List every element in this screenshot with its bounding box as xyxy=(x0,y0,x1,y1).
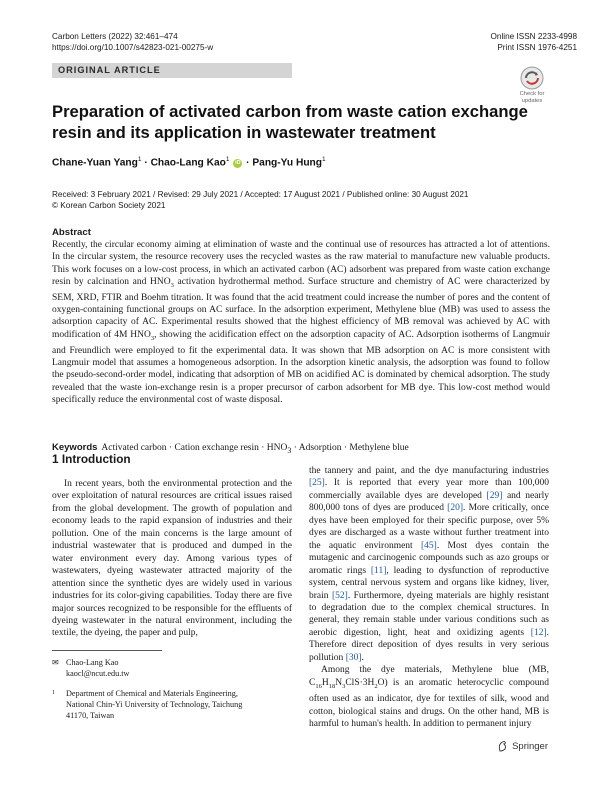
envelope-icon: ✉ xyxy=(52,658,59,667)
doi-link[interactable]: https://doi.org/10.1007/s42823-021-00275-w xyxy=(52,43,214,52)
citation-link[interactable]: [12] xyxy=(530,627,547,638)
author-affiliation-mark: 1 xyxy=(137,156,142,163)
citation-link[interactable]: [52] xyxy=(331,590,348,601)
abstract-text: Recently, the circular economy aiming at elimination of waste and the continual use of resources has attracted a lot of attentions. In the circular system, the resource recovery uses the recycled wastes as the raw material to manufacture new valuable products. This work focuses on a low-cost process, in which an activated carbon (AC) adsorbent was prepared from waste cation exchange resin by calcination and $HNO_3$ activation hydrothermal method. Surface structure and chemistry of AC were characterized by SEM, XRD, FTIR and Boehm titration. It was found that the acid treatment could increase the number of pores and the content of oxygen-containing functional groups on AC surface. In the adsorption experiment, Methylene blue (MB) was used to assess the adsorption capacity of AC. Experimental results showed that the highest efficiency of MB removal was achieved by AC with modification of 4M $HNO_3$, showing the acidification effect on the adsorption capacity of AC. Adsorption isotherms of Langmuir and Freundlich were employed to fit the experimental data. It was shown that MB adsorption on AC is more consistent with Langmuir model that assumes a homogeneous adsorption. In the adsorption kinetic analysis, the adsorption was found to follow the pseudo-second-order model, indicating that adsorption of MB on acidified AC is dominated by chemical adsorption. The study revealed that the waste ion-exchange resin is a proper precursor of carbon adsorbent for MB dye. This low-cost method would specifically reduce the environmental cost of waste disposal. xyxy=(52,240,550,405)
section-heading-introduction: 1 Introduction xyxy=(52,452,131,466)
author-name[interactable]: Chao-Lang Kao xyxy=(150,157,226,169)
affiliation-footnote xyxy=(52,688,292,720)
check-for-updates-badge[interactable] xyxy=(513,66,551,104)
publication-dates xyxy=(52,190,468,211)
footnote-divider xyxy=(52,650,162,651)
author-name[interactable]: Chane-Yuan Yang xyxy=(52,157,138,169)
journal-citation: Carbon Letters (2022) 32:461–474 xyxy=(52,32,178,41)
check-updates-line2: updates xyxy=(521,97,543,104)
article-type: ORIGINAL ARTICLE xyxy=(58,65,161,75)
check-for-updates-icon xyxy=(520,66,544,90)
corresponding-author xyxy=(52,657,129,679)
contact-name: Chao-Lang Kao xyxy=(66,658,119,667)
contact-email[interactable]: kaocl@ncut.edu.tw xyxy=(66,669,130,678)
affiliation-mark: 1 xyxy=(52,690,55,696)
abstract-heading: Abstract xyxy=(52,227,91,238)
online-issn: Online ISSN 2233-4998 xyxy=(490,32,577,41)
article-title: Preparation of activated carbon from waste cation exchange resin and its application in wastewater treatment xyxy=(52,102,528,142)
publisher-logo xyxy=(497,740,548,752)
author-name[interactable]: Pang-Yu Hung xyxy=(252,157,322,169)
citation-link[interactable]: [45] xyxy=(421,540,437,551)
print-issn: Print ISSN 1976-4251 xyxy=(497,43,577,52)
check-updates-line1: Check for xyxy=(519,91,545,97)
issn-block xyxy=(491,31,577,53)
author-affiliation-mark: 1 xyxy=(225,156,230,163)
article-type-bar xyxy=(52,63,292,78)
author-affiliation-mark: 1 xyxy=(322,156,326,163)
citation-link[interactable]: [25] xyxy=(309,478,325,489)
publisher-name: Springer xyxy=(512,740,548,752)
affiliation-text: Department of Chemical and Materials Engineering, National Chin-Yi University of Technology, Taichung 41170, Taiwan xyxy=(66,689,243,720)
citation-link[interactable]: [29] xyxy=(486,490,503,501)
history-dates: Received: 3 February 2021 / Revised: 29 July 2021 / Accepted: 17 August 2021 / Published online: 30 August 2021 xyxy=(52,190,469,199)
citation-link[interactable]: [11] xyxy=(370,565,387,576)
citation-link[interactable]: [20] xyxy=(447,503,463,514)
keywords-heading: Keywords xyxy=(52,442,98,453)
author-list: Chane-Yuan Yang$^1$ · Chao-Lang Kao$^1$ iD · Pang-Yu Hung$^1$ xyxy=(52,156,326,169)
intro-right-column xyxy=(309,465,549,730)
intro-paragraph-mb: Among the dye materials, Methylene blue (MB, $C_{16}H_{18}N_3ClS\cdot 3H_2O$) is an aromatic heterocyclic compound often used as an indicator, dye for textiles of silk, wood and cotton, biological stains and drugs. On the other hand, MB is harmful to human's health. In addition to permanent injury xyxy=(309,665,549,729)
intro-left-column: In recent years, both the environmental protection and the over exploitation of natural resources are critical issues raised from the global development. The growth of population and economy leads to the rapid expansion of industries and their pollution. One of the main concerns is the large amount of industrial wastewater that is produced and dumped in the water environment every day. Among various types of wastewaters, dyeing wastewater attracted majority of the attention since the synthetic dyes are widely used in various industries for its color-giving capabilities. Today there are five major sources recognized to be responsible for the effluents of dyeing wastewater in the natural environment, including the textile, the dyeing, the paper and pulp, xyxy=(52,479,292,639)
journal-header xyxy=(52,31,213,53)
citation-link[interactable]: [30] xyxy=(345,652,362,663)
keyword-list: Activated carbon · Cation exchange $resin \cdot HNO_3$ · Adsorption · Methylene blue xyxy=(101,443,409,455)
springer-horse-icon xyxy=(497,740,508,752)
intro-paragraph-continued: the tannery and paint, and the dye manufacturing industries [25]. It is reported that every year more than 100,000 commercially available dyes are developed [29] and nearly 800,000 tons of dyes are produced [20]. More critically, once dyes have been employed for their specific purpose, over 5% dyes are discharged as a waste without further treatment into the aquatic environment [45]. Most dyes contain the mutagenic and carcinogenic compounds such as azo groups or aromatic rings [11], leading to dysfunction of reproductive system, central nervous system and organs like kidney, liver, brain [52]. Furthermore, dyeing materials are highly resistant to degradation due to the complex chemical structures. In general, they remain stable under various conditions such as aerobic digestion, light, heat and oxidizing agents [12]. Therefore direct deposition of dyes results in very serious pollution [30]. xyxy=(309,466,550,663)
orcid-icon[interactable]: iD xyxy=(235,160,241,167)
copyright: © Korean Carbon Society 2021 xyxy=(52,200,166,210)
